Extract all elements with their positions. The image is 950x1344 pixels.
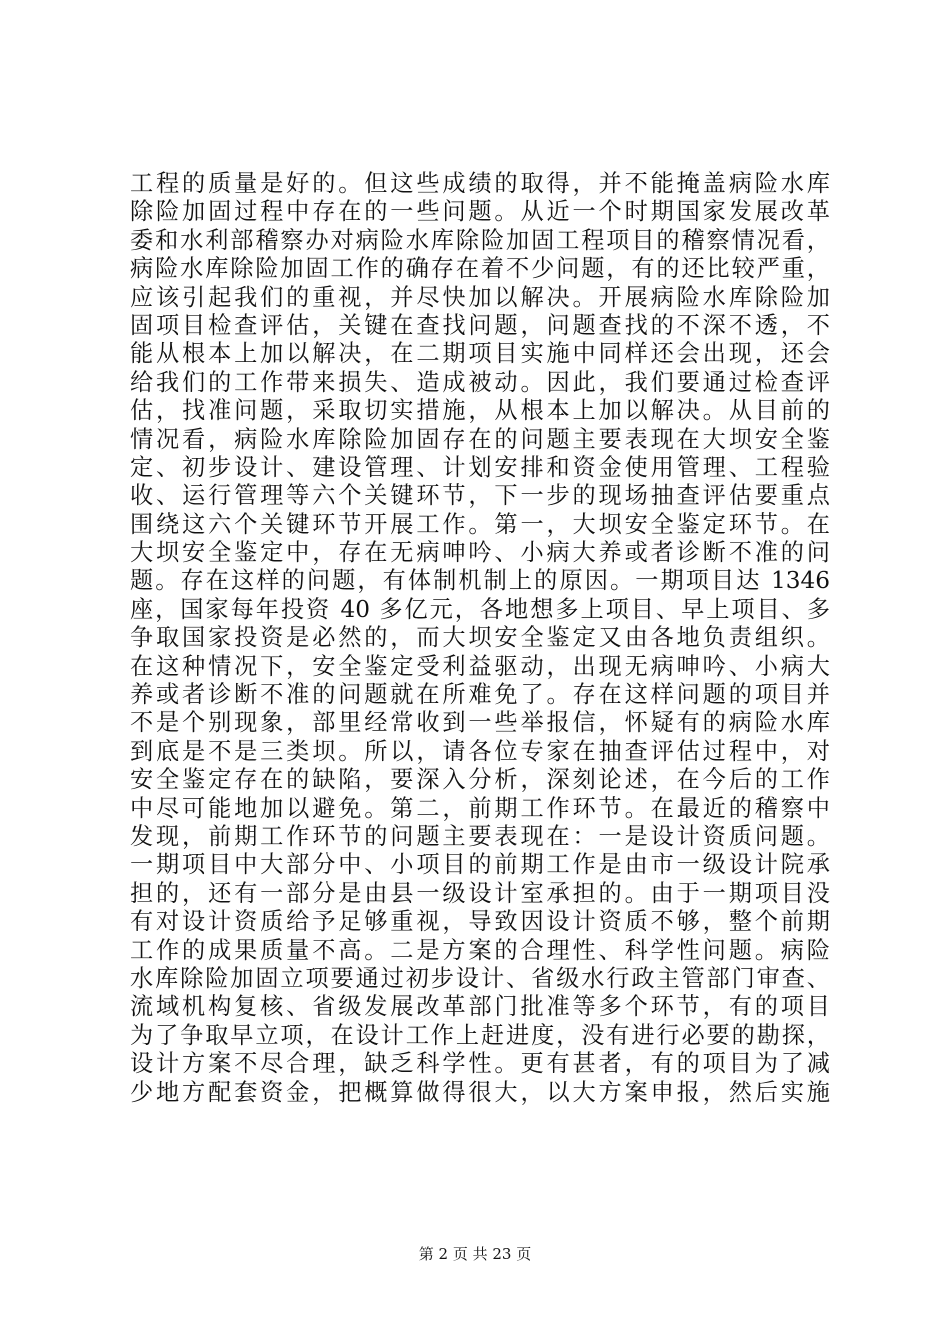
text-line: 收、运行管理等六个关键环节，下一步的现场抽查评估要重点 [130,482,830,510]
text-line: 围绕这六个关键环节开展工作。第一，大坝安全鉴定环节。在 [130,510,830,538]
text-line: 给我们的工作带来损失、造成被动。因此，我们要通过检查评 [130,368,830,396]
text-line: 委和水利部稽察办对病险水库除险加固工程项目的稽察情况看， [130,226,830,254]
text-line: 不是个别现象，部里经常收到一些举报信，怀疑有的病险水库 [130,709,830,737]
text-line: 固项目检查评估，关键在查找问题，问题查找的不深不透，不 [130,311,830,339]
text-line: 中尽可能地加以避免。第二，前期工作环节。在最近的稽察中 [130,794,830,822]
text-line: 争取国家投资是必然的，而大坝安全鉴定又由各地负责组织。 [130,624,830,652]
text-line: 发现，前期工作环节的问题主要表现在：一是设计资质问题。 [130,822,830,850]
text-line: 一期项目中大部分中、小项目的前期工作是由市一级设计院承 [130,851,830,879]
text-line: 能从根本上加以解决，在二期项目实施中同样还会出现，还会 [130,340,830,368]
text-line: 流域机构复核、省级发展改革部门批准等多个环节，有的项目 [130,993,830,1021]
text-line: 座，国家每年投资 40 多亿元，各地想多上项目、早上项目、多 [130,595,830,623]
page-footer: 第 2 页 共 23 页 [418,1245,532,1263]
text-line: 题。存在这样的问题，有体制机制上的原因。一期项目达 1346 [130,567,830,595]
text-line: 定、初步设计、建设管理、计划安排和资金使用管理、工程验 [130,453,830,481]
text-line: 安全鉴定存在的缺陷，要深入分析，深刻论述，在今后的工作 [130,766,830,794]
text-line: 应该引起我们的重视，并尽快加以解决。开展病险水库除险加 [130,283,830,311]
text-line: 设计方案不尽合理，缺乏科学性。更有甚者，有的项目为了减 [130,1050,830,1078]
text-line: 病险水库除险加固工作的确存在着不少问题，有的还比较严重， [130,255,830,283]
text-line: 养或者诊断不准的问题就在所难免了。存在这样问题的项目并 [130,681,830,709]
text-line: 为了争取早立项，在设计工作上赶进度，没有进行必要的勘探， [130,1021,830,1049]
body-text [130,170,830,1107]
text-line: 到底是不是三类坝。所以，请各位专家在抽查评估过程中，对 [130,737,830,765]
text-line: 工作的成果质量不高。二是方案的合理性、科学性问题。病险 [130,936,830,964]
text-line: 水库除险加固立项要通过初步设计、省级水行政主管部门审查、 [130,964,830,992]
text-line: 担的，还有一部分是由县一级设计室承担的。由于一期项目没 [130,879,830,907]
text-line: 除险加固过程中存在的一些问题。从近一个时期国家发展改革 [130,198,830,226]
text-line: 情况看，病险水库除险加固存在的问题主要表现在大坝安全鉴 [130,425,830,453]
text-line: 估，找准问题，采取切实措施，从根本上加以解决。从目前的 [130,397,830,425]
text-line: 有对设计资质给予足够重视，导致因设计资质不够，整个前期 [130,908,830,936]
text-line: 大坝安全鉴定中，存在无病呻吟、小病大养或者诊断不准的问 [130,539,830,567]
text-line: 少地方配套资金，把概算做得很大，以大方案申报，然后实施 [130,1078,830,1106]
text-line: 在这种情况下，安全鉴定受利益驱动，出现无病呻吟、小病大 [130,652,830,680]
text-line: 工程的质量是好的。但这些成绩的取得，并不能掩盖病险水库 [130,170,830,197]
